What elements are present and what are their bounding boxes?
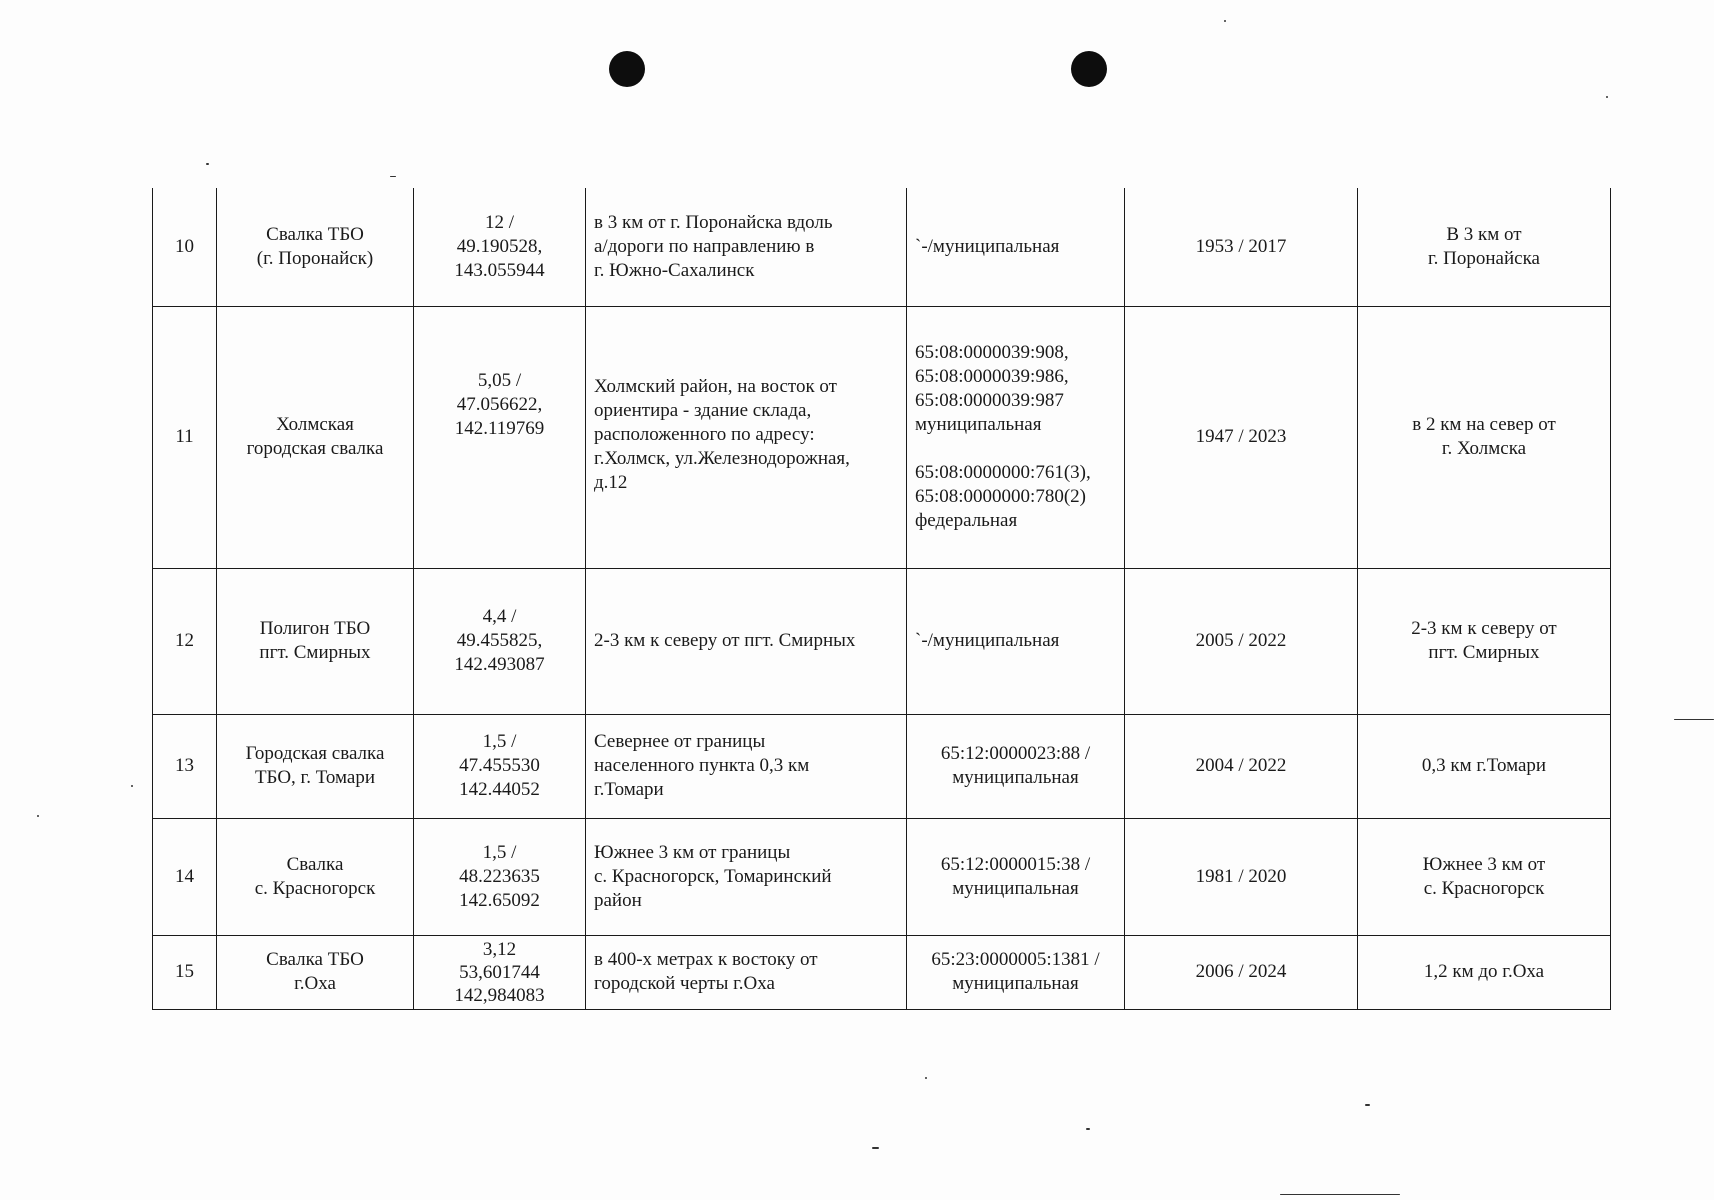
row-number: 14 <box>153 818 217 935</box>
operation-years: 1947 / 2023 <box>1125 306 1358 568</box>
distance-to-settlement: 1,2 км до г.Оха <box>1423 961 1545 982</box>
cadastral-ownership: 65:12:0000023:88 / муниципальная <box>940 743 1091 788</box>
row-number: 10 <box>153 188 217 306</box>
site-name: Холмская городская свалка <box>246 414 384 459</box>
site-area-coordinates: 5,05 / 47.056622, 142.119769 <box>454 369 545 439</box>
punch-hole-right <box>1071 51 1107 87</box>
distance-to-settlement: Южнее 3 км от с. Красногорск <box>1422 853 1546 899</box>
operation-years: 2004 / 2022 <box>1125 714 1358 818</box>
punch-hole-left <box>609 51 645 87</box>
site-name: Полигон ТБО пгт. Смирных <box>259 618 371 663</box>
scan-speck <box>206 163 209 165</box>
site-location: Холмский район, на восток от ориентира - здание склада, расположенного по адресу: г.Холмск, ул.Железнодорожная, д.12 <box>594 375 850 493</box>
scan-speck <box>1224 20 1226 22</box>
landfill-registry-table <box>152 188 1611 1010</box>
operation-years: 2005 / 2022 <box>1125 568 1358 714</box>
scan-speck <box>131 785 133 787</box>
row-number: 13 <box>153 714 217 818</box>
cadastral-ownership: 65:12:0000015:38 / муниципальная <box>940 853 1091 899</box>
site-area-coordinates: 3,12 53,601744 142,984083 <box>454 938 545 1006</box>
site-name: Свалка с. Красногорск <box>254 853 376 899</box>
site-location: 2-3 км к северу от пгт. Смирных <box>594 630 856 651</box>
table-row <box>153 188 1611 306</box>
table-row <box>153 714 1611 818</box>
table-row <box>153 306 1611 568</box>
row-number: 15 <box>153 935 217 1009</box>
site-area-coordinates: 4,4 / 49.455825, 142.493087 <box>454 606 545 675</box>
scan-speck <box>1606 96 1608 98</box>
cadastral-ownership: 65:08:0000039:908, 65:08:0000039:986, 65:08:0000039:987 муниципальная 65:08:0000000:761(3), 65:08:0000000:780(2) федеральная <box>915 342 1091 531</box>
table-row <box>153 818 1611 935</box>
cadastral-ownership: 65:23:0000005:1381 / муниципальная <box>931 949 1100 994</box>
cadastral-ownership: `-/муниципальная <box>915 235 1060 257</box>
scan-speck <box>1674 719 1714 720</box>
scan-speck <box>1086 1128 1090 1130</box>
site-name: Свалка ТБО г.Оха <box>266 949 364 994</box>
site-location: в 400-х метрах к востоку от городской черты г.Оха <box>594 949 818 994</box>
site-location: Севернее от границы населенного пункта 0,3 км г.Томари <box>594 731 810 800</box>
operation-years: 2006 / 2024 <box>1125 935 1358 1009</box>
distance-to-settlement: в 2 км на север от г. Холмска <box>1412 414 1556 459</box>
operation-years: 1981 / 2020 <box>1125 818 1358 935</box>
scan-speck <box>872 1147 879 1149</box>
site-location: в 3 км от г. Поронайска вдоль а/дороги по направлению в г. Южно-Сахалинск <box>594 211 833 281</box>
distance-to-settlement: 0,3 км г.Томари <box>1421 755 1547 776</box>
site-location: Южнее 3 км от границы с. Красногорск, Томаринский район <box>594 841 832 911</box>
scan-speck <box>390 176 396 177</box>
row-number: 12 <box>153 568 217 714</box>
operation-years: 1953 / 2017 <box>1125 188 1358 306</box>
scan-speck <box>925 1077 927 1079</box>
table-row <box>153 935 1611 1009</box>
site-area-coordinates: 12 / 49.190528, 143.055944 <box>454 211 545 281</box>
site-name: Свалка ТБО (г. Поронайск) <box>256 223 374 269</box>
cadastral-ownership: `-/муниципальная <box>915 630 1060 651</box>
site-name: Городская свалка ТБО, г. Томари <box>245 743 385 788</box>
distance-to-settlement: В 3 км от г. Поронайска <box>1428 223 1540 269</box>
table-row <box>153 568 1611 714</box>
scan-speck <box>1365 1104 1370 1106</box>
scan-speck <box>1280 1194 1400 1195</box>
distance-to-settlement: 2-3 км к северу от пгт. Смирных <box>1411 618 1557 663</box>
row-number: 11 <box>153 306 217 568</box>
scan-speck <box>37 815 39 817</box>
site-area-coordinates: 1,5 / 47.455530 142.44052 <box>459 731 540 800</box>
site-area-coordinates: 1,5 / 48.223635 142.65092 <box>459 841 540 911</box>
